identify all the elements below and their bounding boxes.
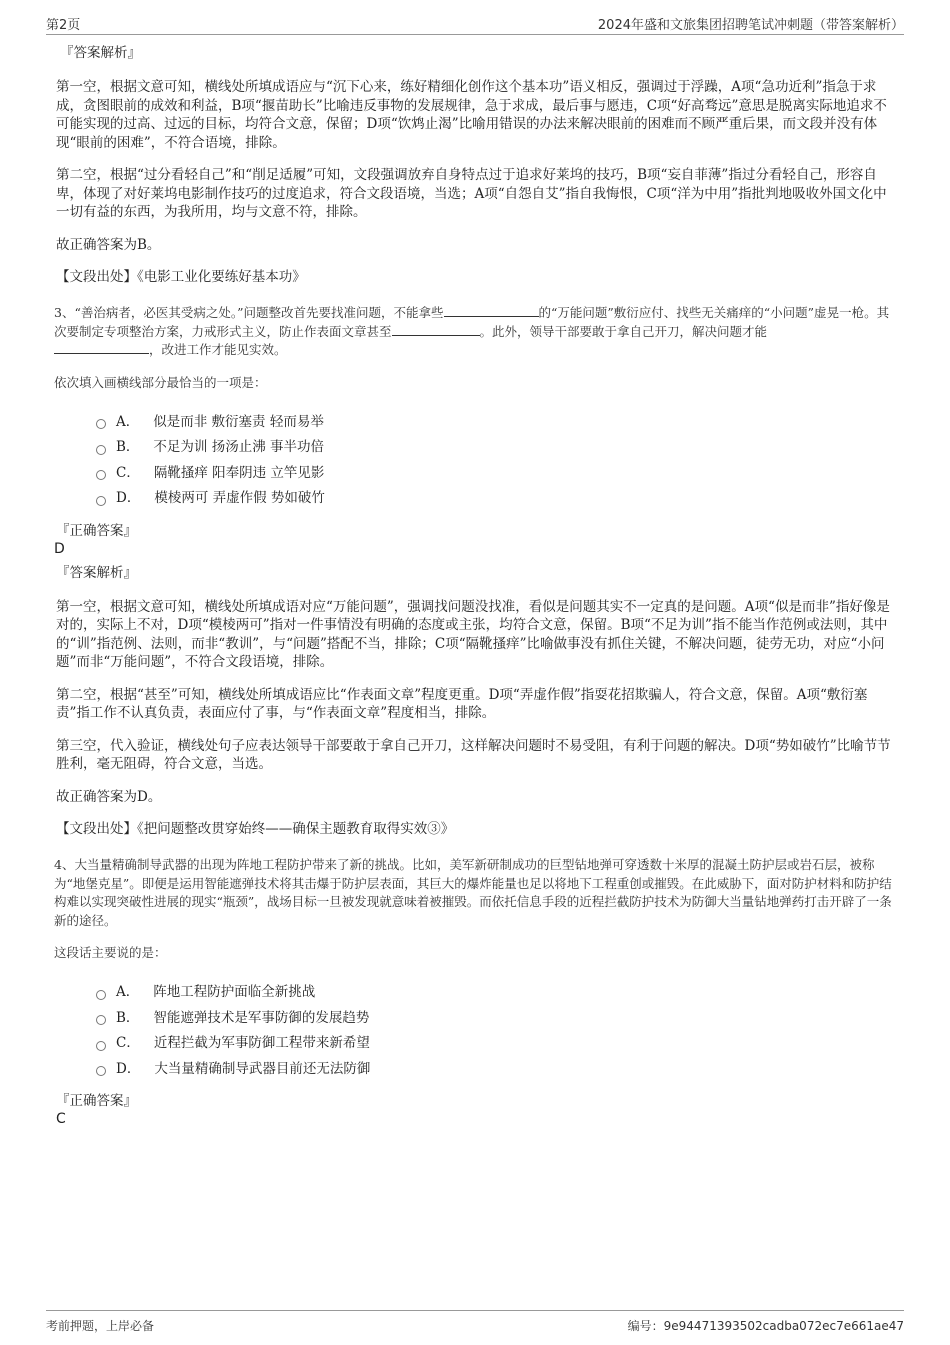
analysis-conclusion: 故正确答案为B。 — [56, 236, 161, 253]
radio-icon[interactable] — [96, 496, 106, 506]
analysis-paragraph: 第二空，根据“过分看轻自己”和“削足适履”可知，文段强调放弃自身特点过于追求好莱坞的技巧，B项“妄自菲薄”指过分看轻自己，形容自卑，体现了对好莱坞电影制作技巧的过度追求，符合文段语境，当选；A项“自怨自艾”指自我悔恨，C项“洋为中用”指批判地吸收外国文化中一切有益的东西，为我所用，均与文意不符，排除。 — [56, 167, 887, 220]
option-d[interactable]: D． 大当量精确制导武器目前还无法防御 — [96, 1057, 898, 1083]
radio-icon[interactable] — [96, 470, 106, 480]
analysis-paragraph: 第一空，根据文意可知，横线处所填成语应与“沉下心来，练好精细化创作这个基本功”语义相反，强调过于浮躁，A项“急功近利”指急于求成，贪图眼前的成效和利益，B项“揠苗助长”比喻违反事物的发展规律，急于求成，最后事与愿违，C项“好高骛远”意思是脱离实际地追求不可能实现的过高、过远的目标，均符合文意，保留；D项“饮鸩止渴”比喻用错误的办法来解决眼前的困难而不顾严重后果，而文段并没有体现“眼前的困难”，不符合语境，排除。 — [56, 79, 887, 151]
document-title: 2024年盛和文旅集团招聘笔试冲刺题（带答案解析） — [597, 18, 904, 33]
passage-source: 【文段出处】《电影工业化要练好基本功》 — [56, 269, 306, 285]
fill-blank — [54, 341, 149, 354]
option-list — [96, 980, 898, 1082]
analysis-conclusion: 故正确答案为D。 — [56, 788, 162, 805]
analysis-paragraph: 第二空，根据“甚至”可知，横线处所填成语应比“作表面文章”程度更重。D项“弄虚作假”指耍花招欺骗人，符合文意，保留。A项“敷衍塞责”指工作不认真负责，表面应付了事，与“作表面文章”程度相当，排除。 — [56, 686, 868, 721]
question-stem: 4、大当量精确制导武器的出现为阵地工程防护带来了新的挑战。比如，美军新研制成功的巨型钻地弹可穿透数十米厚的混凝土防护层或岩石层，被称为“地堡克星”。即便是运用智能遮弹技术将其击爆于防护层表面，其巨大的爆炸能量也足以将地下工程重创或摧毁。在此威胁下，面对防护材料和防护结构难以实现突破性进展的现实“瓶颈”，战场目标一旦被发现就意味着被摧毁。而依托信息手段的近程拦截防护技术为防御大当量钻地弹药打击开辟了一条新的途径。 — [54, 857, 892, 928]
page-footer — [46, 1310, 904, 1337]
option-c[interactable]: C． 隔靴搔痒 阳奉阴违 立竿见影 — [96, 461, 898, 487]
footer-slogan: 考前押题，上岸必备 — [46, 1319, 155, 1333]
radio-icon[interactable] — [96, 1041, 106, 1051]
radio-icon[interactable] — [96, 990, 106, 1000]
option-a[interactable]: A． 似是而非 敷衍塞责 轻而易举 — [96, 410, 898, 436]
analysis-label: 『答案解析』 — [56, 564, 137, 581]
correct-answer: D — [54, 540, 65, 557]
radio-icon[interactable] — [96, 1015, 106, 1025]
option-d[interactable]: D． 模棱两可 弄虚作假 势如破竹 — [96, 486, 898, 512]
analysis-paragraph: 第三空，代入验证，横线处句子应表达领导干部要敢于拿自己开刀，这样解决问题时不易受阻，有利于问题的解决。D项“势如破竹”比喻节节胜利，毫无阻碍，符合文意，当选。 — [56, 737, 891, 772]
question-prompt: 这段话主要说的是： — [54, 945, 167, 960]
analysis-paragraph: 第一空，根据文意可知，横线处所填成语对应“万能问题”，强调找问题没找准，看似是问题其实不一定真的是问题。A项“似是而非”指好像是对的，实际上不对，D项“模棱两可”指对一件事情没有明确的态度或主张，均符合文意，保留。B项“不足为训”指不能当作范例或法则，其中的“训”指范例、法则，而非“教训”，与“问题”搭配不当，排除；C项“隔靴搔痒”比喻做事没有抓住关键，不解决问题，徒劳无功，对应“小问题”而非“万能问题”，不符合文段语境，排除。 — [56, 598, 890, 670]
correct-answer: C — [56, 1111, 66, 1127]
radio-icon[interactable] — [96, 419, 106, 429]
page-header — [46, 10, 904, 35]
option-c[interactable]: C． 近程拦截为军事防御工程带来新希望 — [96, 1031, 898, 1057]
fill-blank — [392, 323, 480, 336]
option-b[interactable]: B． 不足为训 扬汤止沸 事半功倍 — [96, 435, 898, 461]
radio-icon[interactable] — [96, 1066, 106, 1076]
option-b[interactable]: B． 智能遮弹技术是军事防御的发展趋势 — [96, 1006, 898, 1032]
answer-label: 『正确答案』 — [56, 522, 137, 539]
analysis-label: 『答案解析』 — [60, 45, 141, 61]
passage-source: 【文段出处】《把问题整改贯穿始终——确保主题教育取得实效③》 — [56, 821, 455, 837]
option-a[interactable]: A． 阵地工程防护面临全新挑战 — [96, 980, 898, 1006]
page-content — [56, 44, 898, 1134]
question-stem: 3、“善治病者，必医其受病之处。”问题整改首先要找准问题，不能拿些 的“万能问题”敷衍应付、找些无关痛痒的“小问题”虚晃一枪。其次要制定专项整治方案，力戒形式主义，防止作表面文章甚至 。此外，领导干部要敢于拿自己开刀，解决问题才能 ，改进工作才能见实效。 — [54, 305, 890, 357]
radio-icon[interactable] — [96, 445, 106, 455]
document-code: 编号：9e94471393502cadba072ec7e661ae47 — [627, 1319, 904, 1333]
question-prompt: 依次填入画横线部分最恰当的一项是： — [54, 374, 267, 390]
fill-blank — [444, 304, 539, 317]
answer-label: 『正确答案』 — [56, 1093, 137, 1109]
option-list — [96, 410, 898, 512]
page-number: 第2页 — [46, 18, 81, 33]
